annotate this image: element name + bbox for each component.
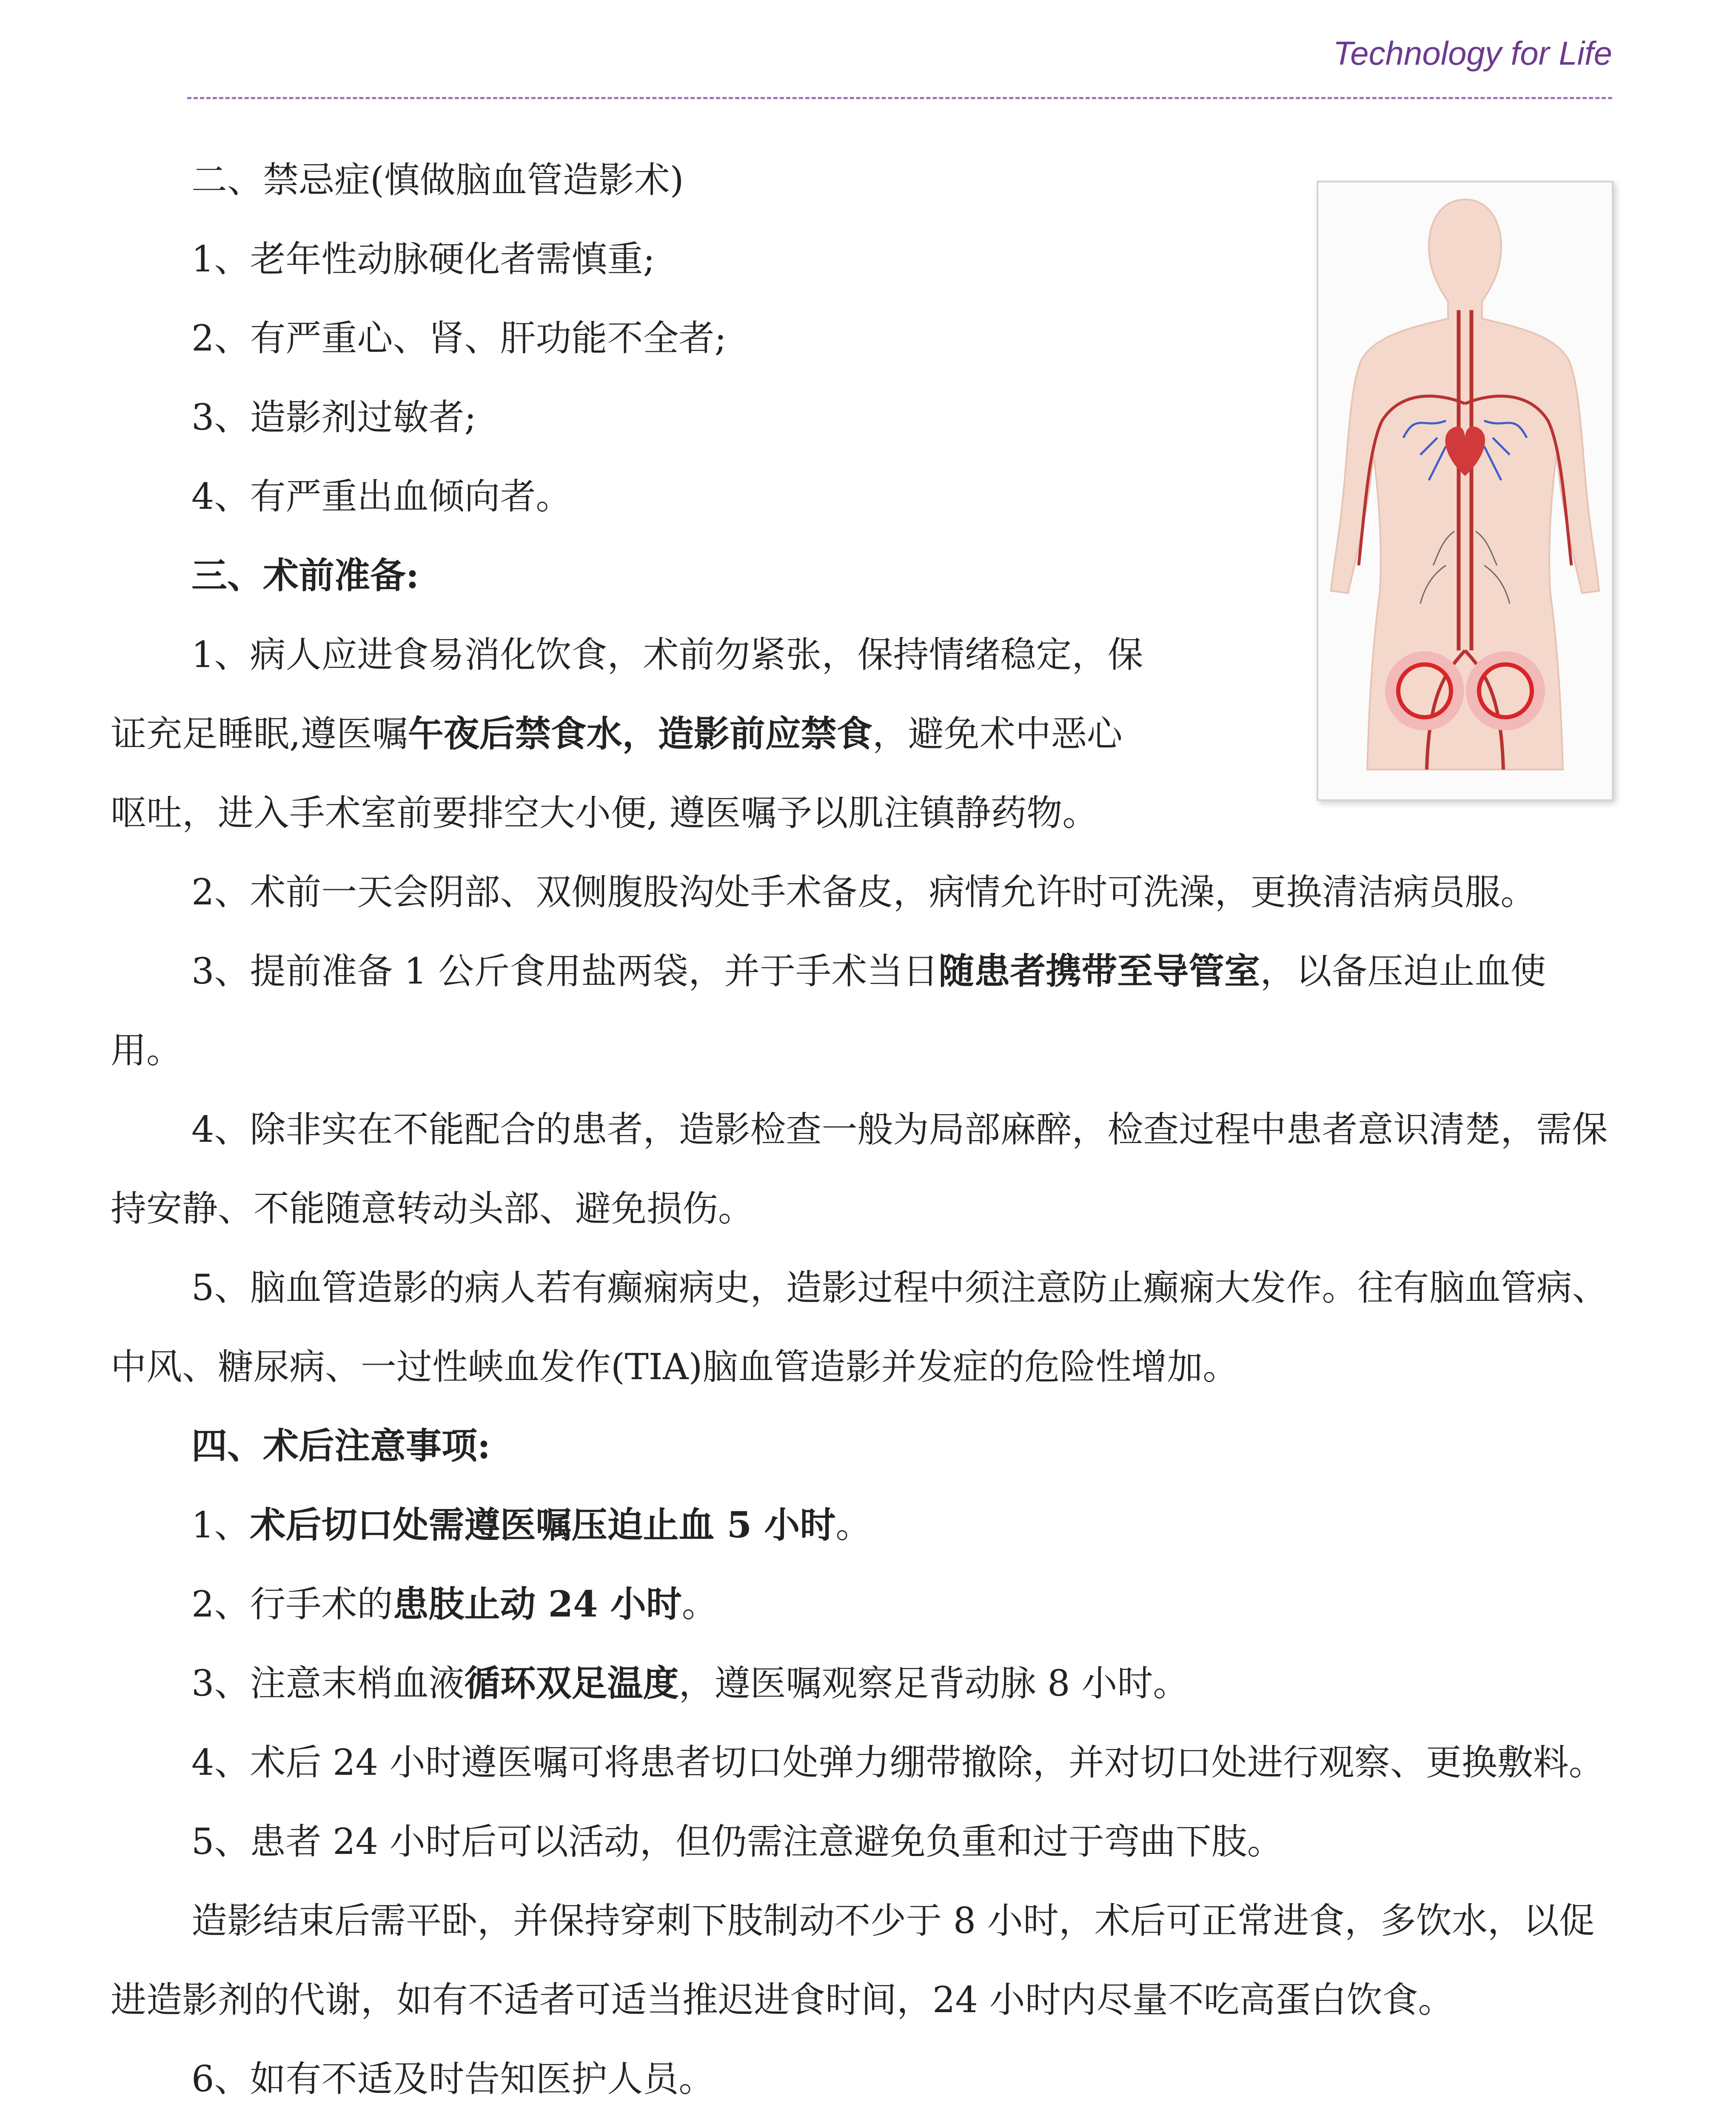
- section3-title: 三、术前准备:: [191, 554, 419, 596]
- header-brand: Technology for Life: [1333, 34, 1612, 72]
- section4-item-1-emphasis: 术后切口处需遵医嘱压迫止血 5 小时: [250, 1504, 836, 1546]
- section4-item-2-part-a: 2、行手术的: [191, 1583, 393, 1625]
- section4-note: 造影结束后需平卧，并保持穿刺下肢制动不少于 8 小时，术后可正常进食，多饮水，以促进造影剂的代谢，如有不适者可适当推迟进食时间，24 小时内尽量不吃高蛋白饮食。: [111, 1900, 1595, 2021]
- section4-item-1-part-c: 。: [835, 1504, 872, 1546]
- section2-item-4: 4、有严重出血倾向者。: [191, 476, 572, 517]
- section3-item-1-part-b: 证充足睡眠,遵医嘱: [111, 713, 408, 755]
- section3-item-1-line2: [111, 694, 1276, 773]
- section4-item-4: 4、术后 24 小时遵医嘱可将患者切口处弹力绷带撤除，并对切口处进行观察、更换敷料。: [191, 1742, 1605, 1783]
- page-header: [187, 34, 1612, 89]
- section4-item-1-part-a: 1、: [191, 1504, 250, 1546]
- section2-item-2: 2、有严重心、肾、肝功能不全者;: [191, 317, 727, 359]
- section3-item-1-part-d: ，避免术中恶心: [872, 713, 1123, 755]
- section4-item-2-part-c: 。: [681, 1583, 718, 1625]
- section4-item-5: 5、患者 24 小时后可以活动，但仍需注意避免负重和过于弯曲下肢。: [191, 1821, 1283, 1862]
- section3-item-2: 2、术前一天会阴部、双侧腹股沟处手术备皮，病情允许时可洗澡，更换清洁病员服。: [191, 871, 1536, 913]
- section4-title: 四、术后注意事项:: [191, 1425, 491, 1467]
- section3-item-5: 5、脑血管造影的病人若有癫痫病史，造影过程中须注意防止癫痫大发作。往有脑血管病、中风、糖尿病、一过性峡血发作(TIA)脑血管造影并发症的危险性增加。: [111, 1267, 1608, 1388]
- document-body: [111, 140, 1608, 2127]
- section2-title: 二、禁忌症(慎做脑血管造影术): [191, 159, 684, 201]
- section3-item-3-part-c: ，以备压迫止血使用。: [111, 950, 1546, 1071]
- section3-item-3-emphasis: 随患者携带至导管室: [938, 950, 1260, 992]
- section4-item-3-emphasis: 循环双足温度: [464, 1662, 679, 1704]
- section3-item-4: 4、除非实在不能配合的患者，造影检查一般为局部麻醉，检查过程中患者意识清楚，需保持安静、不能随意转动头部、避免损伤。: [111, 1109, 1608, 1229]
- header-divider: [187, 97, 1612, 99]
- section4-item-1: [111, 1485, 1608, 1565]
- section3-item-1-part-a: 1、病人应进食易消化饮食，术前勿紧张，保持情绪稳定，保: [191, 634, 1143, 676]
- section4-item-6: 6、如有不适及时告知医护人员。: [191, 2058, 715, 2100]
- section4-item-3-part-c: ，遵医嘱观察足背动脉 8 小时。: [678, 1662, 1189, 1704]
- section4-item-2-emphasis: 患肢止动 24 小时: [393, 1583, 682, 1625]
- section2-item-3: 3、造影剂过敏者;: [191, 396, 476, 438]
- section2-item-1: 1、老年性动脉硬化者需慎重;: [191, 238, 655, 280]
- section4-item-3-part-a: 3、注意末梢血液: [191, 1662, 465, 1704]
- section3-item-1: [111, 615, 1276, 694]
- section3-item-3: [111, 932, 1608, 1090]
- section3-item-1-emphasis: 午夜后禁食水，造影前应禁食: [408, 713, 872, 755]
- section4-item-2: [111, 1565, 1608, 1644]
- section4-item-3: [111, 1644, 1608, 1723]
- section3-item-1-line3: 呕吐，进入手术室前要排空大小便, 遵医嘱予以肌注镇静药物。: [111, 792, 1098, 834]
- section3-item-3-part-a: 3、提前准备 1 公斤食用盐两袋，并于手术当日: [191, 950, 939, 992]
